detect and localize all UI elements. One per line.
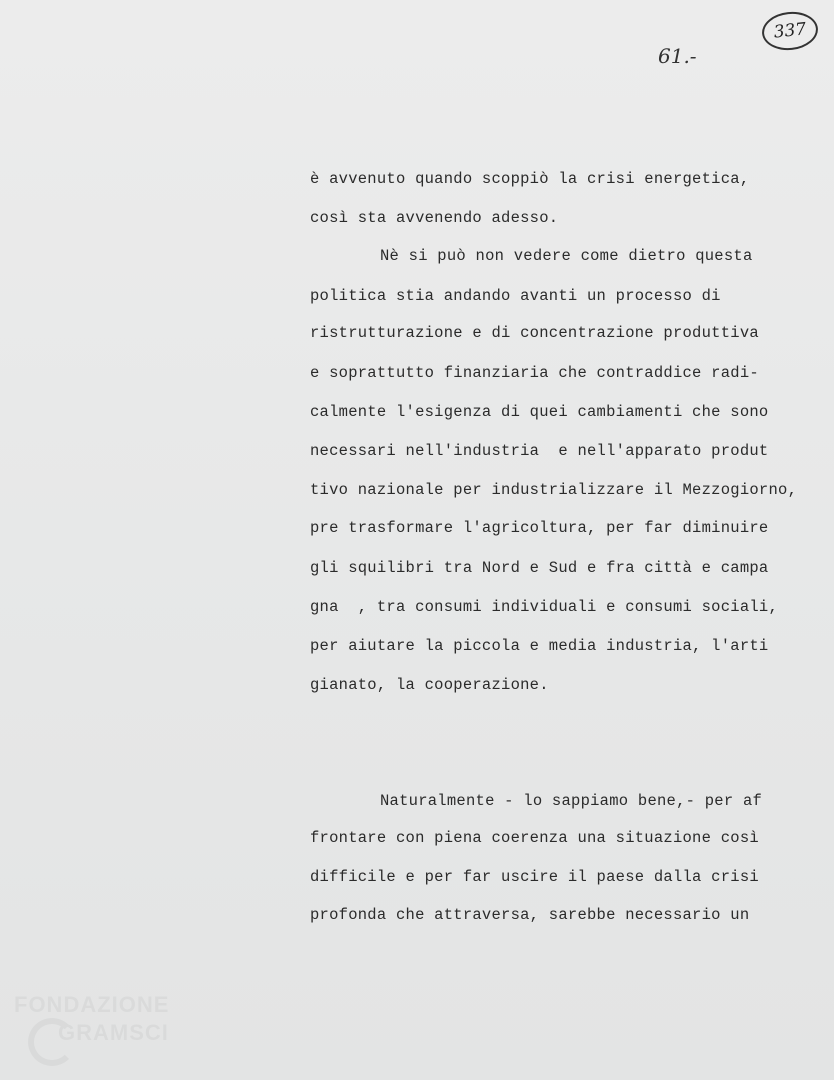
watermark-line-2: GRAMSCI bbox=[58, 1020, 169, 1045]
archive-watermark-logo bbox=[8, 992, 208, 1072]
handwritten-page-number: 61.- bbox=[658, 44, 697, 68]
text-line: tivo nazionale per industrializzare il Mezzogiorno, bbox=[310, 481, 798, 499]
text-line: per aiutare la piccola e media industria, l'arti bbox=[310, 637, 769, 655]
text-line: così sta avvenendo adesso. bbox=[310, 209, 559, 227]
text-line: necessari nell'industria e nell'apparato produt bbox=[310, 442, 769, 460]
text-line: profonda che attraversa, sarebbe necessario un bbox=[310, 906, 750, 924]
text-line: difficile e per far uscire il paese dalla crisi bbox=[310, 868, 759, 886]
text-line: gna , tra consumi individuali e consumi sociali, bbox=[310, 598, 779, 616]
text-line: calmente l'esigenza di quei cambiamenti che sono bbox=[310, 403, 769, 421]
text-line: e soprattutto finanziaria che contraddice radi- bbox=[310, 364, 759, 382]
text-line: pre trasformare l'agricoltura, per far diminuire bbox=[310, 519, 769, 537]
text-line: ristrutturazione e di concentrazione produttiva bbox=[310, 324, 759, 342]
text-line: politica stia andando avanti un processo di bbox=[310, 287, 721, 305]
text-line: frontare con piena coerenza una situazione così bbox=[310, 829, 759, 847]
text-line: è avvenuto quando scoppiò la crisi energetica, bbox=[310, 170, 750, 188]
watermark-line-1: FONDAZIONE bbox=[14, 992, 170, 1017]
archive-stamp-number: 337 bbox=[760, 9, 820, 53]
text-line-paragraph-start: Naturalmente - lo sappiamo bene,- per af bbox=[380, 792, 763, 810]
text-line: gli squilibri tra Nord e Sud e fra città e campa bbox=[310, 559, 769, 577]
text-line: gianato, la cooperazione. bbox=[310, 676, 549, 694]
text-line-paragraph-start: Nè si può non vedere come dietro questa bbox=[380, 247, 753, 265]
